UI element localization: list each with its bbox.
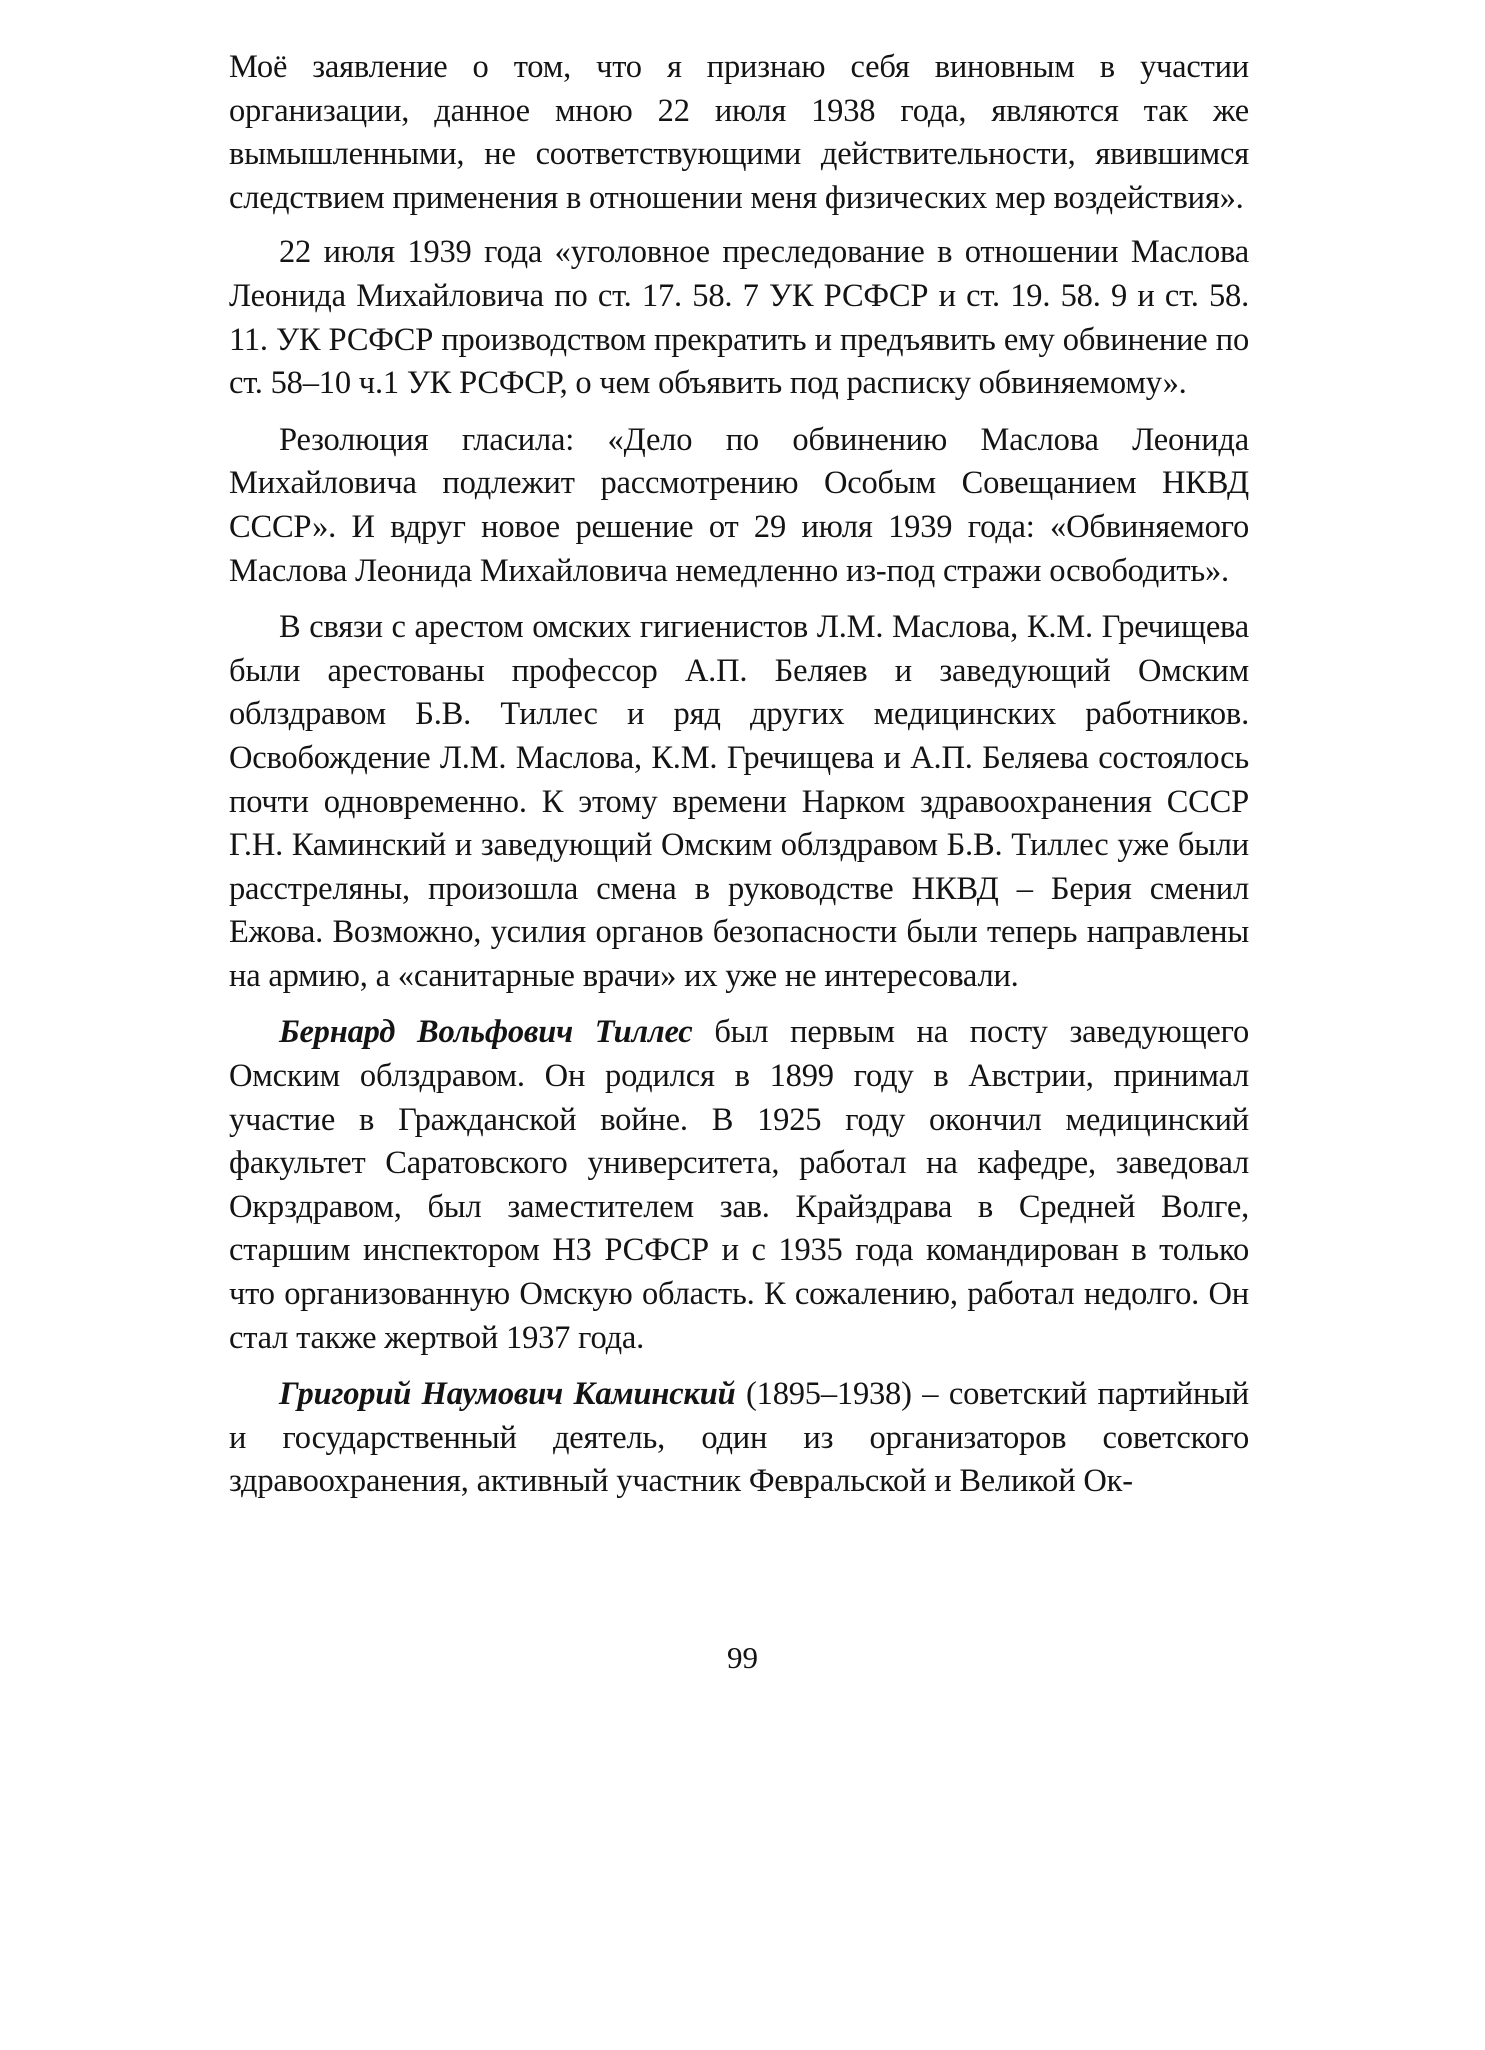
page-number: 99	[727, 1640, 758, 1675]
page-body	[229, 46, 1249, 1517]
paragraph-4-text: В связи с арестом омских гигиенистов Л.М. Маслова, К.М. Гречищева были арестованы профессор А.П. Беляев и заведующий Омским облздравом Б.В. Тиллес и ряд других медицинских работников. Освобождение Л.М. Маслова, К.М. Гречищева и А.П. Беляева состоялось почти одновременно. К этому времени Нарком здравоохранения СССР Г.Н. Каминский и заведующий Омским облздравом Б.В. Тиллес уже были расстреляны, произошла смена в руководстве НКВД – Берия сменил Ежова. Возможно, усилия органов безопасности были теперь направлены на армию, а «санитарные врачи» их уже не интересовали.	[229, 609, 1249, 994]
paragraph-5-lead: Бернард Вольфович Тиллес	[279, 1014, 693, 1051]
paragraph-3-text: Резолюция гласила: «Дело по обвинению Маслова Леонида Михайловича подлежит рассмотрению Особым Совещанием НКВД СССР». И вдруг новое решение от 29 июля 1939 года: «Обвиняемого Маслова Леонида Михайловича немедленно из-под стражи освободить».	[229, 421, 1249, 589]
paragraph-6-lead: Григорий Наумович Каминский	[279, 1376, 736, 1413]
paragraph-6	[229, 1373, 1249, 1504]
paragraph-3	[229, 419, 1249, 593]
paragraph-6-text: (1895–1938) – советский партийный и государственный деятель, один из организаторов советского здравоохранения, активный участник Февральской и Великой Ок-	[229, 1376, 1249, 1500]
paragraph-5	[229, 1011, 1249, 1360]
paragraph-2-text: 22 июля 1939 года «уголовное преследование в отношении Маслова Леонида Михайловича по ст. 17. 58. 7 УК РСФСР и ст. 19. 58. 9 и ст. 58. 11. УК РСФСР производством прекратить и предъявить ему обвинение по ст. 58–10 ч.1 УК РСФСР, о чем объявить под расписку обвиняемому».	[229, 234, 1249, 402]
paragraph-1	[229, 46, 1249, 220]
paragraph-1-text: Моё заявление о том, что я признаю себя виновным в участии организации, данное мною 22 июля 1938 года, являются так же вымышленными, не соответствующими действительности, явившимся следствием применения в отношении меня физических мер воздействия».	[229, 49, 1249, 216]
paragraph-4	[229, 606, 1249, 998]
paragraph-5-text: был первым на посту заведующего Омским облздравом. Он родился в 1899 году в Австрии, принимал участие в Гражданской войне. В 1925 году окончил медицинский факультет Саратовского университета, работал на кафедре, заведовал Окрздравом, был заместителем зав. Крайздрава в Средней Волге, старшим инспектором НЗ РСФСР и с 1935 года командирован в только что организованную Омскую область. К сожалению, работал недолго. Он стал также жертвой 1937 года.	[229, 1014, 1249, 1356]
paragraph-2	[229, 231, 1249, 405]
